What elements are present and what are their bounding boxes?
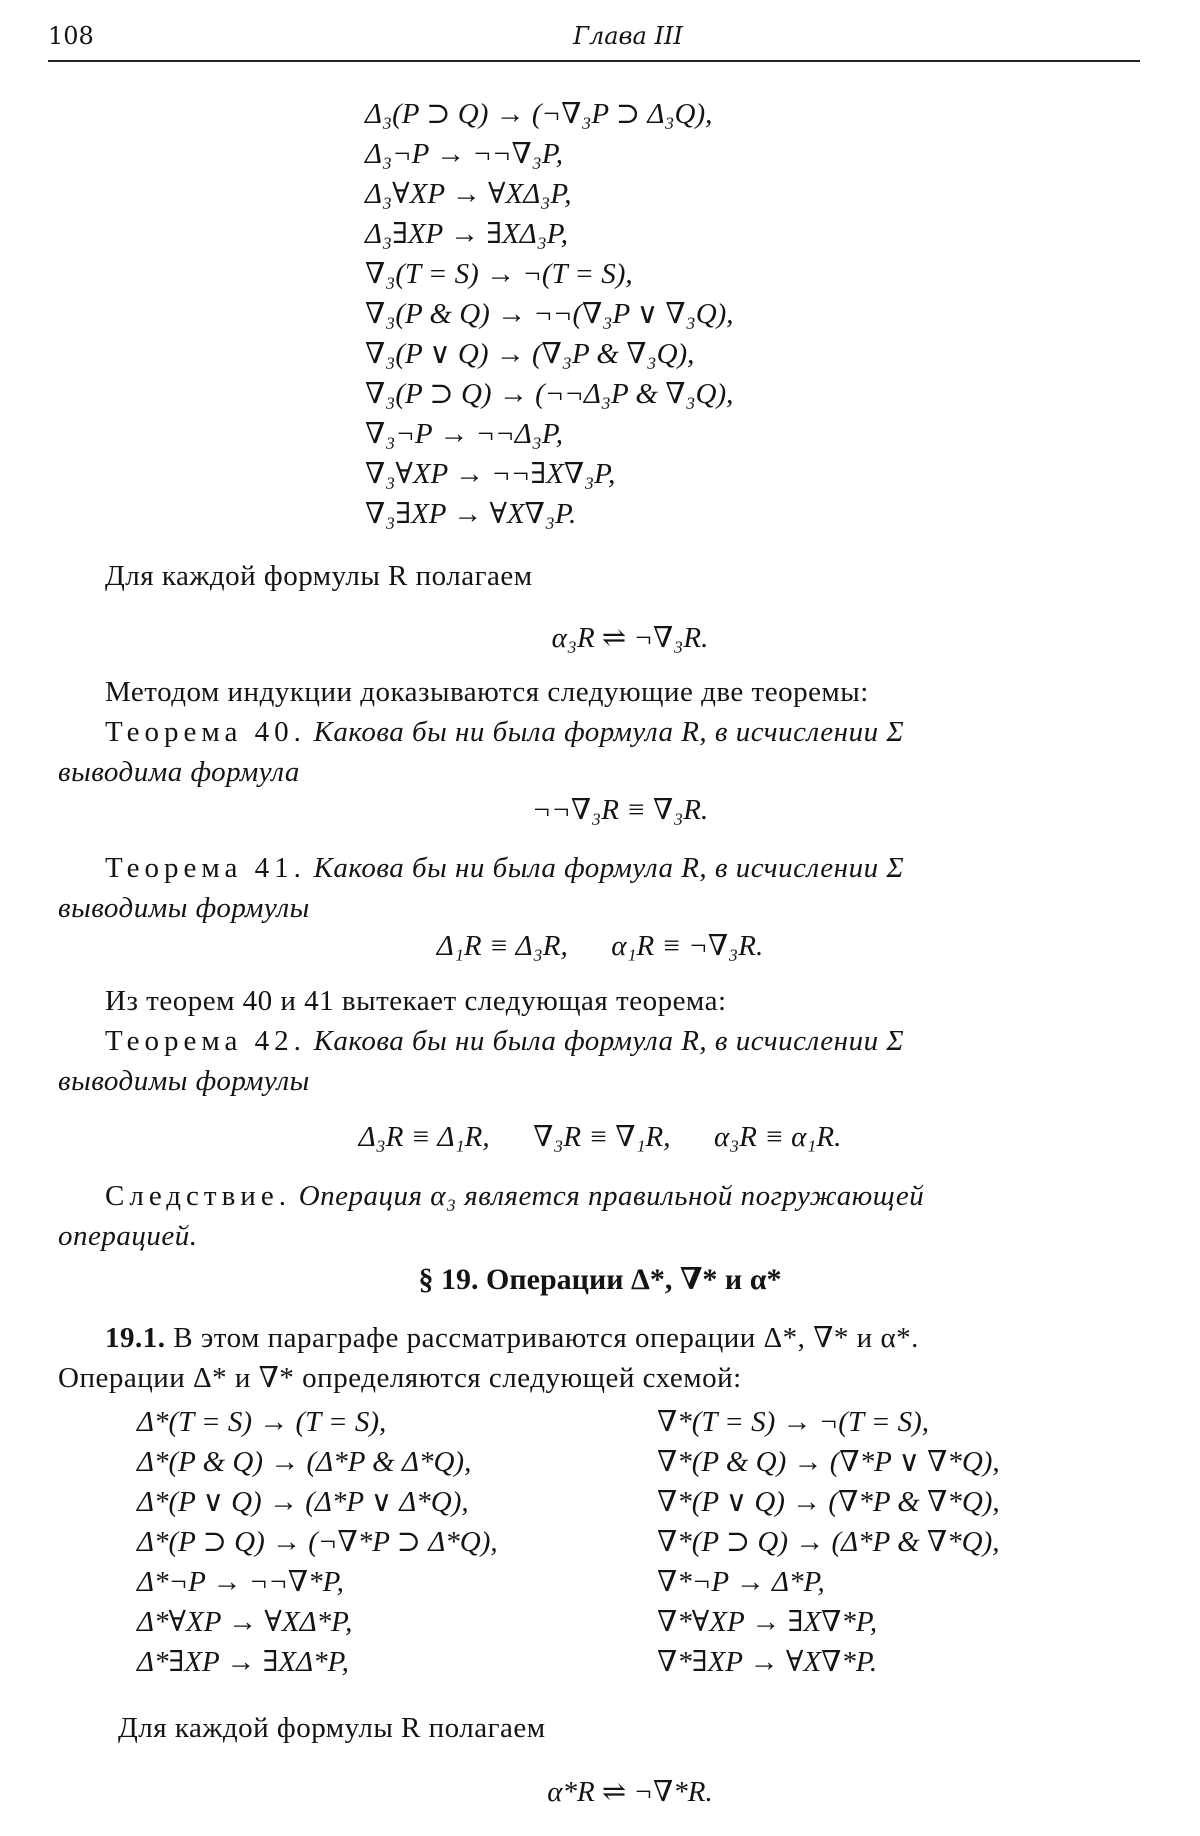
theorem-42-text: Какова бы ни была формула R, в исчислении Σ — [313, 1025, 905, 1057]
formula-line: ∇₃(P ⊃ Q) → (¬¬Δ₃P & ∇₃Q), — [365, 378, 734, 410]
paragraph-19-1-line1 — [105, 1320, 919, 1355]
theorem-40-text: Какова бы ни была формула R, в исчислении Σ — [313, 716, 905, 748]
corollary-line2: операцией. — [58, 1220, 198, 1252]
corollary-text: Операция α₃ является правильной погружающей — [298, 1180, 925, 1212]
theorem-41-formula: Δ₁R ≡ Δ₃R, α₁R ≡ ¬∇₃R. — [436, 930, 764, 962]
theorem-41-line1 — [105, 852, 904, 885]
formula-block-top — [365, 94, 734, 534]
theorem-40-line2: выводима формула — [58, 756, 300, 788]
theorem-40-formula: ¬¬∇₃R ≡ ∇₃R. — [531, 794, 709, 826]
paragraph-induction: Методом индукции доказываются следующие две теоремы: — [105, 676, 869, 708]
paragraph-theorems-40-41: Из теорем 40 и 41 вытекает следующая теорема: — [105, 985, 727, 1017]
formula-line: ∇*(T = S) → ¬(T = S), — [657, 1406, 930, 1438]
formula-line: Δ*(P ⊃ Q) → (¬∇*P ⊃ Δ*Q), — [137, 1526, 498, 1558]
paragraph-19-1-line2: Операции Δ* и ∇* определяются следующей схемой: — [58, 1362, 742, 1394]
formula-line: Δ*¬P → ¬¬∇*P, — [137, 1566, 344, 1598]
formula-line: Δ₃∀XP → ∀XΔ₃P, — [365, 178, 572, 210]
formula-line: Δ*(P & Q) → (Δ*P & Δ*Q), — [137, 1446, 472, 1478]
theorem-41-text: Какова бы ни была формула R, в исчислении Σ — [313, 852, 905, 884]
corollary-label: Следствие. — [105, 1180, 291, 1212]
paragraph-19-1-text: В этом параграфе рассматриваются операции Δ*, ∇* и α*. — [173, 1322, 919, 1354]
definition-alpha-star: α*R ⇌ ¬∇*R. — [547, 1776, 713, 1808]
paragraph-number: 19.1. — [105, 1322, 166, 1354]
theorem-42-line1 — [105, 1025, 904, 1058]
theorem-41-line2: выводимы формулы — [58, 892, 310, 924]
theorem-40-line1 — [105, 716, 904, 749]
scheme-nabla-column — [657, 1402, 1000, 1682]
formula-line: ∇₃(T = S) → ¬(T = S), — [365, 258, 633, 290]
theorem-42-label: Теорема 42. — [105, 1025, 306, 1057]
paragraph-definition-intro: Для каждой формулы R полагаем — [105, 560, 533, 592]
formula-line: Δ*∃XP → ∃XΔ*P, — [137, 1646, 349, 1678]
formula-line: ∇₃¬P → ¬¬Δ₃P, — [365, 418, 564, 450]
corollary-line1 — [105, 1180, 924, 1213]
theorem-42-formula: Δ₃R ≡ Δ₁R, ∇₃R ≡ ∇₁R, α₃R ≡ α₁R. — [358, 1121, 842, 1153]
section-heading: § 19. Операции Δ*, ∇* и α* — [418, 1263, 782, 1296]
theorem-40-label: Теорема 40. — [105, 716, 306, 748]
formula-line: ∇*∀XP → ∃X∇*P, — [657, 1606, 878, 1638]
header-rule — [48, 60, 1140, 62]
formula-line: ∇*(P & Q) → (∇*P ∨ ∇*Q), — [657, 1446, 1000, 1478]
formula-line: Δ₃∃XP → ∃XΔ₃P, — [365, 218, 569, 250]
formula-line: Δ₃¬P → ¬¬∇₃P, — [365, 138, 564, 170]
theorem-41-label: Теорема 41. — [105, 852, 306, 884]
formula-line: Δ*(T = S) → (T = S), — [137, 1406, 387, 1438]
theorem-42-line2: выводимы формулы — [58, 1065, 310, 1097]
formula-line: ∇*(P ⊃ Q) → (Δ*P & ∇*Q), — [657, 1526, 1000, 1558]
formula-line: ∇₃(P & Q) → ¬¬(∇₃P ∨ ∇₃Q), — [365, 298, 734, 330]
formula-line: ∇₃∃XP → ∀X∇₃P. — [365, 498, 577, 530]
formula-line: ∇*(P ∨ Q) → (∇*P & ∇*Q), — [657, 1486, 1000, 1518]
formula-line: ∇*¬P → Δ*P, — [657, 1566, 825, 1598]
formula-line: ∇₃∀XP → ¬¬∃X∇₃P, — [365, 458, 616, 490]
running-head: Глава III — [573, 22, 683, 50]
formula-line: ∇*∃XP → ∀X∇*P. — [657, 1646, 878, 1678]
paragraph-definition-intro-2: Для каждой формулы R полагаем — [118, 1712, 546, 1744]
page-number: 108 — [48, 22, 94, 50]
definition-alpha3: α₃R ⇌ ¬∇₃R. — [551, 622, 709, 654]
page-header — [48, 22, 1140, 62]
formula-line: Δ*∀XP → ∀XΔ*P, — [137, 1606, 353, 1638]
formula-line: Δ*(P ∨ Q) → (Δ*P ∨ Δ*Q), — [137, 1486, 469, 1518]
formula-line: Δ₃(P ⊃ Q) → (¬∇₃P ⊃ Δ₃Q), — [365, 98, 713, 130]
scheme-delta-column — [137, 1402, 498, 1682]
formula-line: ∇₃(P ∨ Q) → (∇₃P & ∇₃Q), — [365, 338, 695, 370]
